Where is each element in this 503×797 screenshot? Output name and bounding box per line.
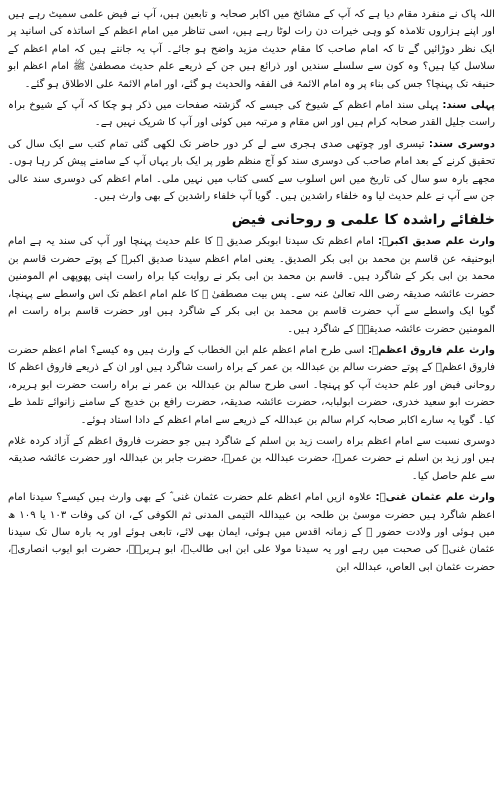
umar-label: وارث علم فاروق اعظمؓ: (367, 344, 495, 356)
second-chain-label: دوسری سند: (428, 138, 495, 150)
abubakr-label: وارث علم صدیق اکبرؓ: (378, 236, 495, 248)
first-chain-paragraph (8, 97, 495, 132)
second-nisbat-paragraph: دوسری نسبت سے امام اعظم براہ راست زید بن اسلم کے شاگرد ہیں جو حضرت فاروق اعظم کے آزاد کردہ غلام ہیں اور زید بن اسلم نے حضرت عمرؓ، حضرت عبداللہ بن عمرؓ، حضرت جابر بن عبداللہ اور حضرت عائشہ صدیقہ سے علم حاصل کیا۔ (8, 435, 495, 482)
uthman-text: علاوہ ازیں امام اعظم علم حضرت عثمان غنی ؓ کے بھی وارث ہیں کیسے؟ سیدنا امام اعظم شاگرد ہیں حضرت موسیٰ بن طلحہ بن عبیداللہ التیمی المدنی ثم الکوفی کے، ان کی وفات ۱۰۳ یا ۱۰۹ ھ میں ہوئی اور ولادت حضور ﷺ کے زمانہ اقدس میں ہوئی، ایمان بھی لائے، تابعی ہوئے اور یہ بارہ سال تک سیدنا عثمان غنیؓ کی صحبت میں رہے اور یہ سیدنا مولا علی ابن ابی طالبؓ، ابو ہریرہؓ، حضرت ابو ایوب انصاریؓ، حضرت عثمان ابی العاص، عبداللہ ابن (8, 492, 496, 573)
intro-paragraph: اللہ پاک نے منفرد مقام دیا ہے کہ آپ کے مشائخ میں اکابر صحابہ و تابعین ہیں، آپ نے فیض علمی سمیٹ رہے ہیں اور اپنے ہزاروں تلامذہ کو وہی خیرات دن رات لوٹا رہے ہیں، اسی تناظر میں امام اعظم کے اساتذہ کی اسانید پر ایک نظر دوڑائیں گے تا کہ امام صاحب کا مقام حدیث مزید واضح ہو جائے۔ آپ یہ جانتے ہیں کہ امام اعظم کے سلاسل کیا ہیں؟ وہ کون سے سلسلے سندیں اور ذرائع ہیں جن کے ذریعے علم حدیث مصطفیٰ ﷺ امام اعظم ابو حنیفہ تک پہنچا؟ جس کی بناء پر وہ امام الائمۃ فی الفقہ والحدیث ہو گئے، اور امام الائمۃ علی الاطلاق ہو گئے۔ (8, 9, 495, 90)
second-chain-text: تیسری اور چوتھی صدی ہجری سے لے کر دور حاضر تک لکھی گئی تمام کتب سے ایک سال کی تحقیق کرنے کے بعد امام صاحب کی دوسری سند کو آج منظم طور پر ایک بار یہاں آپ کے سامنے پیش کر رہا ہوں۔ مجھے بارہ سو سال کی تاریخ میں اس اسلوب سے کسی کتاب میں نہیں ملی۔ امام اعظم کی دوسری سند عالی جن سے آپ نے علم حدیث لیا وہ خلفاء راشدین ہیں۔ گویا آپ خلفاء راشدین کے بھی وارث ہیں۔ (8, 138, 495, 203)
uthman-paragraph (8, 489, 495, 576)
uthman-label: وارث علم عثمان غنیؓ: (375, 492, 495, 504)
abubakr-text: امام اعظم تک سیدنا ابوبکر صدیق ؓ کا علم حدیث پہنچا اور آپ کی سند یہ ہے امام ابوحنیفہ عن قاسم بن محمد بن ابی بکر الصدیق۔ یعنی امام اعظم سیدنا صدیق اکبرؓ کے پوتے حضرت قاسم بن محمد بن ابی بکر کے شاگرد ہیں۔ قاسم بن محمد بن ابی بکر نے روایت کیا براہ راست اپنی پھوپھی ام المومنین حضرت عائشہ صدیقہ رضی اللہ تعالیٰ عنہ سے۔ پس بیت مصطفیٰ ﷺ کا علم امام اعظم تک اس واسطے سے پہنچا، گویا ایک واسطے سے آپ حضرت قاسم بن محمد بن ابی بکر کے شاگرد ہیں اور حضرت قاسم براہ راست ام المومنین حضرت عائشہ صدیقہؓ کے شاگرد ہیں۔ (8, 236, 495, 335)
first-chain-label: پہلی سند: (442, 100, 495, 112)
second-chain-paragraph (8, 136, 495, 206)
section-heading: خلفائے راشدہ کا علمی و روحانی فیض (231, 212, 495, 229)
umar-paragraph (8, 342, 495, 429)
abubakr-paragraph (8, 233, 495, 337)
umar-text: اسی طرح امام اعظم علم ابن الخطاب کے وارث ہیں وہ کیسے؟ امام اعظم حضرت فاروق اعظمؓ کے پوتے حضرت سالم بن عبداللہ بن عمر کے براہ راست شاگرد ہیں اور ان کے ذریعے فاروق اعظم کا روحانی فیض اور علم حدیث آپ کو پہنچا۔ اسی طرح سالم بن عبداللہ بن عمر نے براہ راست حضرت ابو ہریرہ، حضرت ابو سعید خدری، حضرت ابولبابہ، حضرت عائشہ صدیقہ، حضرت رافع بن خدیج کے سامنے زانوائے تلمذ طے کیا۔ گویا یہ سارے اکابر صحابہ کرام سالم بن عبداللہ کے ذریعے سے امام اعظم کے دادا استاد ہوئے۔ (8, 344, 495, 426)
first-chain-text: پہلی سند امام اعظم کے شیوخ کی جیسے کہ گزشتہ صفحات میں ذکر ہو چکا کہ آپ کے شیوخ براہ راست جلیل القدر صحابہ کرام ہیں اور اس مقام و مرتبہ میں کوئی اور آپ کا شریک نہیں ہے۔ (8, 100, 495, 129)
